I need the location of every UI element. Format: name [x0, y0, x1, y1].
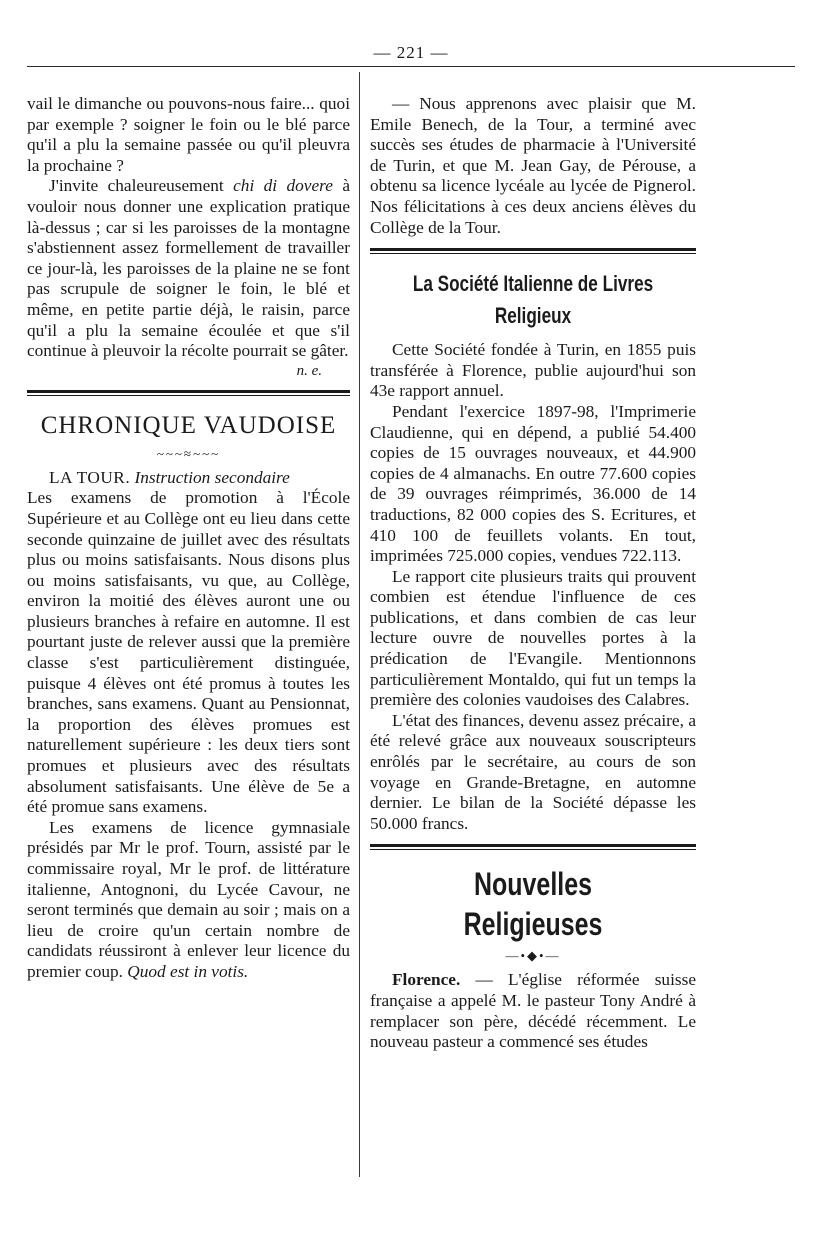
nouvelles-title: Nouvelles Religieuses [463, 866, 603, 943]
section-rule [27, 390, 350, 396]
lead-subject: Instruction secondaire [134, 467, 290, 487]
left-paragraph-4-italic: Quod est in votis. [127, 961, 249, 981]
page-number: — 221 — [373, 43, 449, 62]
lead-place: LA TOUR. [49, 467, 131, 487]
left-column [27, 94, 350, 983]
left-paragraph-3-text: Les examens de promotion à l'École Supérieure et au Collège ont eu lieu dans cette seconde quinzaine de juillet avec des résultats plus ou moins satisfaisants. Nous disons plus ou moins satisfaisants, vu que, au Collège, environ la moitié des élèves auront une ou plusieurs branches à refaire en automne. Il est pourtant juste de relever aussi que la première classe s'est particulièrement distinguée, puisque 4 élèves ont été promus à toutes les branches, sans examens. Quant au Pensionnat, la proportion des élèves promues est naturellement supérieure : les deux tiers sont promues et plusieurs avec des résultats absolument satisfaisants. Une élève de 5e a été promue sans examens. [27, 488, 350, 817]
right-paragraph-3: Pendant l'exercice 1897-98, l'Imprimerie Claudienne, qui en dépend, a publié 54.400 copies de 15 ouvrages nouveaux, et 44.900 copies de 4 almanachs. En outre 77.600 copies de 39 ouvrages réimprimés, 36.000 de 14 traductions, 82 000 copies des S. Ecritures, et 410 100 de feuillets volants. En tout, imprimées 725.000 copies, vendues 722.113. [370, 401, 696, 566]
right-paragraph-1: — Nous apprenons avec plaisir que M. Emile Benech, de la Tour, a terminé avec succès ses études de pharmacie à l'Université de Turin, et que M. Jean Gay, de Pérouse, a obtenu sa licence lycéale au lycée de Pignerol. Nos félicitations à ces deux anciens élèves du Collège de la Tour. [370, 94, 696, 237]
left-paragraph-2-italic: chi di dovere [233, 176, 333, 196]
title-ornament: ~~~≈~~~ [156, 445, 221, 461]
section-rule-2 [370, 248, 696, 254]
right-paragraph-6-text: — L'église réformée suisse française a appelé M. le pasteur Tony André à remplacer son père, décédé récemment. Le nouveau pasteur a commencé ses études [370, 970, 696, 1052]
left-paragraph-4-text: Les examens de licence gymnasiale présidés par Mr le prof. Tourn, assisté par le commissaire royal, Mr le prof. de littérature italienne, Antognoni, du Lycée Cavour, ne seront terminés que demain au soir ; mais on a lieu de croire qu'un certain nombre de candidats réussiront à enlever leur licence du premier coup. [27, 817, 350, 981]
left-paragraph-2-rest: à vouloir nous donner une explication pratique là-dessus ; car si les paroisses de la montagne s'abstiennent assez formellement de travailler ce jour-là, les paroisses de la plaine ne se font pas scrupule de soigner le foin, le blé et même, en petite partie déjà, le raisin, parce qu'il a plu la semaine écoulée et que s'il continue à pleuvoir la récolte pourrait se gâter. [27, 176, 350, 361]
societe-title: La Société Italienne de Livres Religieux [412, 271, 654, 329]
header-rule [27, 66, 795, 67]
right-paragraph-5: L'état des finances, devenu assez précaire, a été relevé grâce aux nouveaux souscripteurs enrôlés par le secrétaire, au cours de son voyage en Grande-Bretagne, en automne dernier. Le bilan de la Société dépasse les 50.000 francs. [370, 710, 696, 833]
left-paragraph-2 [27, 176, 350, 361]
column-divider [359, 72, 360, 1177]
left-paragraph-4 [27, 818, 350, 983]
right-paragraph-6 [370, 970, 696, 1052]
article-signature: n. e. [296, 362, 322, 379]
title-ornament-2: —•◆•— [505, 948, 561, 964]
right-paragraph-2: Cette Société fondée à Turin, en 1855 puis transférée à Florence, publie aujourd'hui son 43e rapport annuel. [370, 340, 696, 401]
right-column [370, 94, 696, 1053]
right-paragraph-4: Le rapport cite plusieurs traits qui prouvent combien est étendue l'influence de ces publications, et dans combien de cas leur lecture ouvre de nouvelles portes à la prédication de l'Evangile. Mentionnons particulièrement Montaldo, qui fut un temps la première des colonies vaudoises des Calabres. [370, 566, 696, 710]
section-rule-3 [370, 844, 696, 850]
dateline-florence: Florence. [392, 970, 461, 990]
left-paragraph-3 [27, 468, 350, 818]
left-paragraph-2-start: J'invite chaleureusement [49, 176, 234, 196]
chronique-title: CHRONIQUE VAUDOISE [40, 411, 337, 439]
left-paragraph-1: vail le dimanche ou pouvons-nous faire... quoi par exemple ? soigner le foin ou le blé parce qu'il a plu la semaine passée ou qu'il pleuvra la prochaine ? [27, 94, 350, 175]
